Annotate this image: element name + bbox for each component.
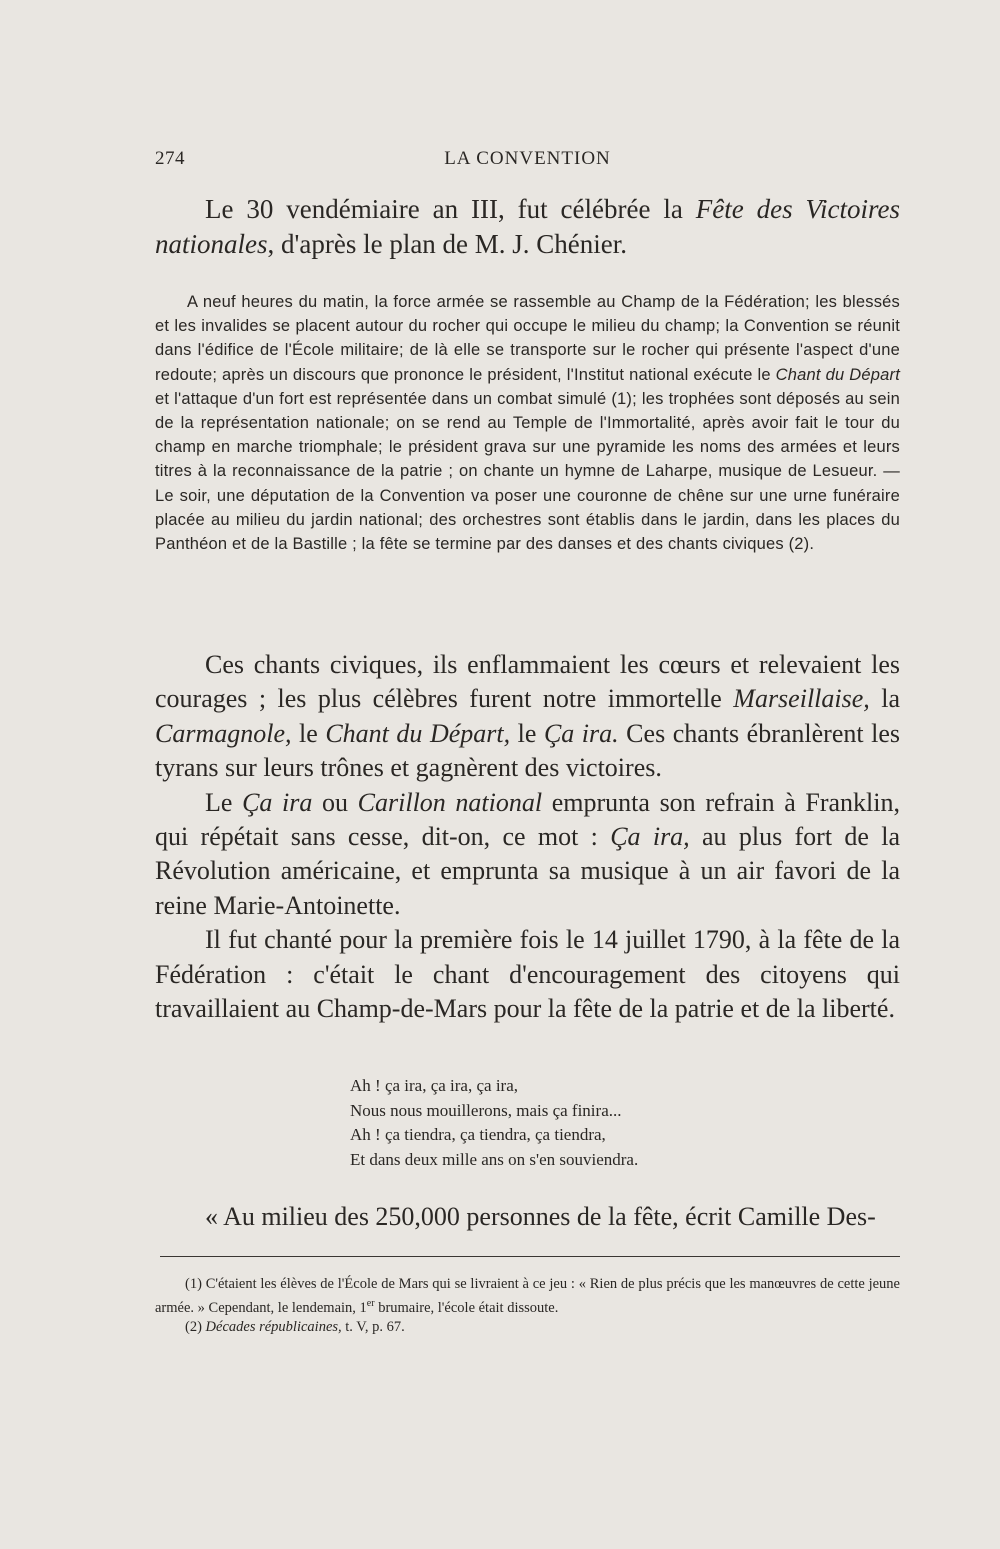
p1-text: le (510, 718, 544, 748)
lead-text: Le 30 vendémiaire an III, fut célébrée la (205, 194, 696, 224)
verse-line: Ah ! ça ira, ça ira, ça ira, (350, 1076, 518, 1095)
p1-italic-caira: Ça ira. (543, 718, 619, 748)
footnote-2 (155, 1318, 900, 1337)
p2-italic-caira: Ça ira (242, 787, 313, 817)
footnote-2-italic: Décades républicaines, (205, 1318, 342, 1335)
p1-text: Ces chants ébranlèrent les tyrans sur leurs trônes et gagnèrent des victoires. (155, 718, 900, 783)
verse-line: Nous nous mouillerons, mais ça finira... (350, 1100, 622, 1120)
footnote-1 (155, 1275, 900, 1318)
quote-text-end: et l'attaque d'un fort est représentée dans un combat simulé (1); les trophées sont déposés au sein de la représentation nationale; on se rend au Temple de l'Immortalité, après avoir fait le tour du champ en marche triomphale; le président grava sur une pyramide les noms des armées et leurs titres à la reconnaissance de la patrie ; on chante un hymne de Laharpe, musique de Lesueur. — Le soir, une députation de la Convention va poser une couronne de chêne sur une urne funéraire placée au milieu du jardin national; des orchestres sont établis dans le jardin, dans les places du Panthéon et de la Bastille ; la fête se termine par des danses et des chants civiques (2). (155, 389, 900, 554)
quoted-block (155, 290, 900, 556)
p1-italic-marseillaise: Marseillaise, (733, 684, 870, 714)
p2-text: ou (312, 787, 358, 817)
verse-line: Ah ! ça tiendra, ça tiendra, ça tiendra, (350, 1125, 606, 1144)
paragraph-1 (155, 648, 900, 786)
footnote-1-sup: er (366, 1298, 375, 1309)
p1-text: le (291, 718, 326, 748)
p2-italic-carillon: Carillon national (357, 787, 543, 817)
paragraph-2 (155, 786, 900, 924)
p1-italic-carmagnole: Carmagnole, (155, 718, 292, 748)
continuing-text: « Au milieu des 250,000 personnes de la fête, écrit Camille Des- (205, 1202, 876, 1231)
p2-italic-caira: Ça ira, (610, 822, 690, 852)
footnote-1-text-end: brumaire, l'école était dissoute. (374, 1299, 559, 1316)
p1-text: Ces chants civiques, ils enflammaient les cœurs et relevaient les courages ; les plus célèbres furent notre immortelle (155, 650, 900, 714)
body-text (155, 648, 900, 1026)
running-title: LA CONVENTION (444, 148, 611, 169)
footnote-1-text: (1) C'étaient les élèves de l'École de Mars qui se livraient à ce jeu : « Rien de plus précis que les manœuvres de cette jeune armée. » Cependant, le lendemain, 1 (155, 1276, 900, 1316)
paragraph-3: Il fut chanté pour la première fois le 14 juillet 1790, à la fête de la Fédération : c'était le chant d'encouragement des citoyens qui travaillaient au Champ-de-Mars pour la fête de la patrie et de la liberté. (155, 925, 900, 1024)
footnote-2-marker: (2) (185, 1318, 206, 1335)
running-head (155, 148, 900, 178)
p1-text: la (869, 684, 901, 714)
song-verse (350, 1074, 830, 1172)
lead-italic-title: Fête des Victoires nationales (155, 194, 900, 259)
verse-line: Et dans deux mille ans on s'en souviendra. (350, 1149, 639, 1169)
page-number: 274 (155, 148, 185, 169)
footnotes (155, 1275, 900, 1337)
continuing-paragraph (155, 1200, 900, 1234)
p1-italic-chant: Chant du Départ, (325, 718, 511, 748)
lead-text-end: , d'après le plan de M. J. Chénier. (267, 229, 628, 259)
footnote-divider (160, 1256, 900, 1257)
quote-text: A neuf heures du matin, la force armée se rassemble au Champ de la Fédération; les blessés et les invalides se placent autour du rocher qui occupe le milieu du champ; la Convention se réunit dans l'édifice de l'École militaire; de là elle se transporte sur le rocher qui présente l'aspect d'une redoute; après un discours que prononce le président, l'Institut national exécute le (155, 293, 900, 384)
p2-text: emprunta son refrain à Franklin, qui répétait sans cesse, dit-on, ce mot : (155, 787, 901, 852)
quote-italic: Chant du Départ (775, 365, 900, 384)
p2-text: au plus fort de la Révolution américaine, et emprunta sa musique à un air favori de la reine Marie-Antoinette. (155, 822, 900, 920)
footnote-2-text: t. V, p. 67. (341, 1318, 405, 1335)
p2-text: Le (205, 787, 243, 817)
lead-paragraph (155, 192, 900, 262)
